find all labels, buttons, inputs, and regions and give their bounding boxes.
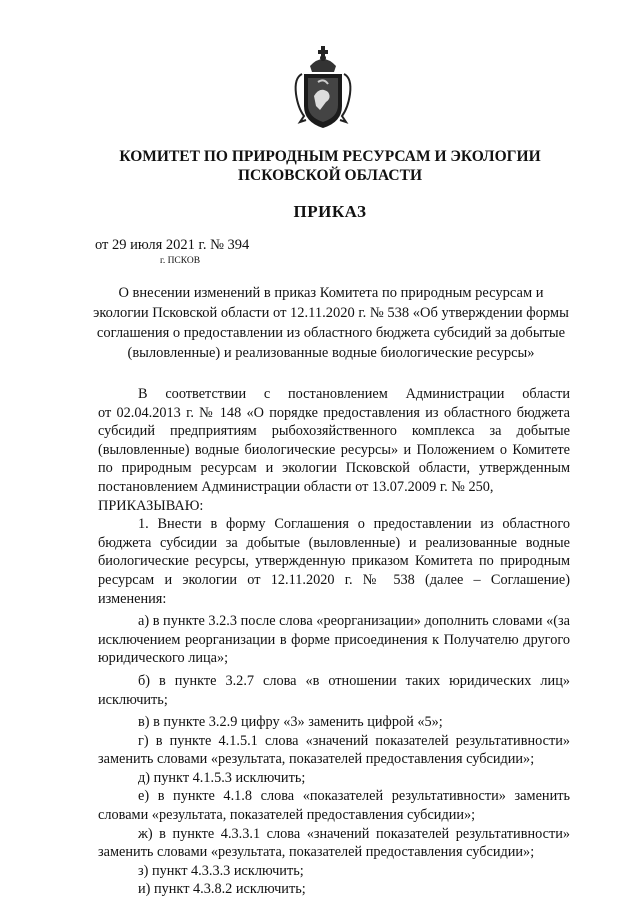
item-1-line: биологические ресурсы, утвержденную приказом Комитета по природным — [98, 553, 570, 570]
subitem-d: д) пункт 4.1.5.3 исключить; — [138, 769, 306, 786]
item-1-line: 1. Внести в форму Соглашения о предоставлении из областного — [138, 516, 570, 533]
subject-line: О внесении изменений в приказ Комитета по природным ресурсам и — [118, 285, 544, 301]
subitem-i: и) пункт 4.3.8.2 исключить; — [138, 881, 306, 898]
subitem-v: в) в пункте 3.2.9 цифру «3» заменить цифрой «5»; — [138, 714, 443, 731]
subitem-b-line: б) в пункте 3.2.7 слова «в отношении таких юридических лиц» — [138, 672, 570, 689]
subitem-a-line: а) в пункте 3.2.3 после слова «реорганизации» дополнить словами «(за — [138, 613, 570, 630]
document-title: ПРИКАЗ — [293, 202, 367, 221]
preamble-line: постановлением Администрации области от 13.07.2009 г. № 250, — [98, 478, 494, 495]
organization-name-line-1: КОМИТЕТ ПО ПРИРОДНЫМ РЕСУРСАМ И ЭКОЛОГИИ — [119, 148, 541, 165]
subject-line: соглашения о предоставлении из областного бюджета субсидий за добытые — [96, 325, 566, 341]
item-1-line: бюджета субсидии за добытые (выловленные) и реализованные водные — [98, 534, 570, 551]
preamble-line: (выловленные) водные биологические ресурсы» и Положением о Комитете — [98, 441, 570, 458]
subitem-g-line: г) в пункте 4.1.5.1 слова «значений показателей результативности» — [138, 732, 570, 749]
preamble-line: по природным ресурсам и экологии Псковской области, утвержденным — [98, 460, 570, 477]
subitem-g-line: заменить словами «результата, показателей предоставления субсидии»; — [98, 751, 535, 768]
pskov-coat-of-arms-icon — [292, 44, 354, 132]
item-1-line: изменения: — [98, 590, 167, 607]
subitem-z: з) пункт 4.3.3.3 исключить; — [138, 862, 304, 879]
subject-line: экологии Псковской области от 12.11.2020 г. № 538 «Об утверждении формы — [93, 305, 569, 321]
preamble-line: В соответствии с постановлением Администрации области — [138, 386, 570, 402]
order-date-number: от 29 июля 2021 г. № 394 — [95, 237, 250, 253]
order-word: ПРИКАЗЫВАЮ: — [98, 497, 204, 514]
subitem-a-line: исключением реорганизации в форме присоединения к Получателю другого — [98, 631, 570, 648]
preamble-line: субсидий предприятиям рыбохозяйственного комплекса за добытые — [98, 423, 570, 440]
subitem-b-line: исключить; — [98, 691, 168, 708]
order-city: г. ПСКОВ — [160, 256, 201, 266]
order-subject — [92, 283, 570, 363]
subject-line: (выловленные) и реализованные водные биологические ресурсы» — [127, 345, 535, 361]
item-1-line: ресурсам и экологии от 12.11.2020 г. № 538 (далее – Соглашение) — [98, 571, 570, 588]
order-body — [98, 385, 570, 899]
organization-name-line-2: ПСКОВСКОЙ ОБЛАСТИ — [237, 167, 422, 184]
subitem-e-line: словами «результата, показателей предоставления субсидии»; — [98, 807, 476, 824]
subitem-a-line: юридического лица»; — [98, 650, 229, 667]
preamble-line: от 02.04.2013 г. № 148 «О порядке предоставления из областного бюджета — [98, 404, 570, 421]
subitem-zh-line: ж) в пункте 4.3.3.1 слова «значений показателей результативности» — [138, 825, 570, 842]
subitem-zh-line: заменить словами «результата, показателей предоставления субсидии»; — [98, 844, 535, 861]
subitem-e-line: е) в пункте 4.1.8 слова «показателей результативности» заменить — [138, 788, 570, 805]
